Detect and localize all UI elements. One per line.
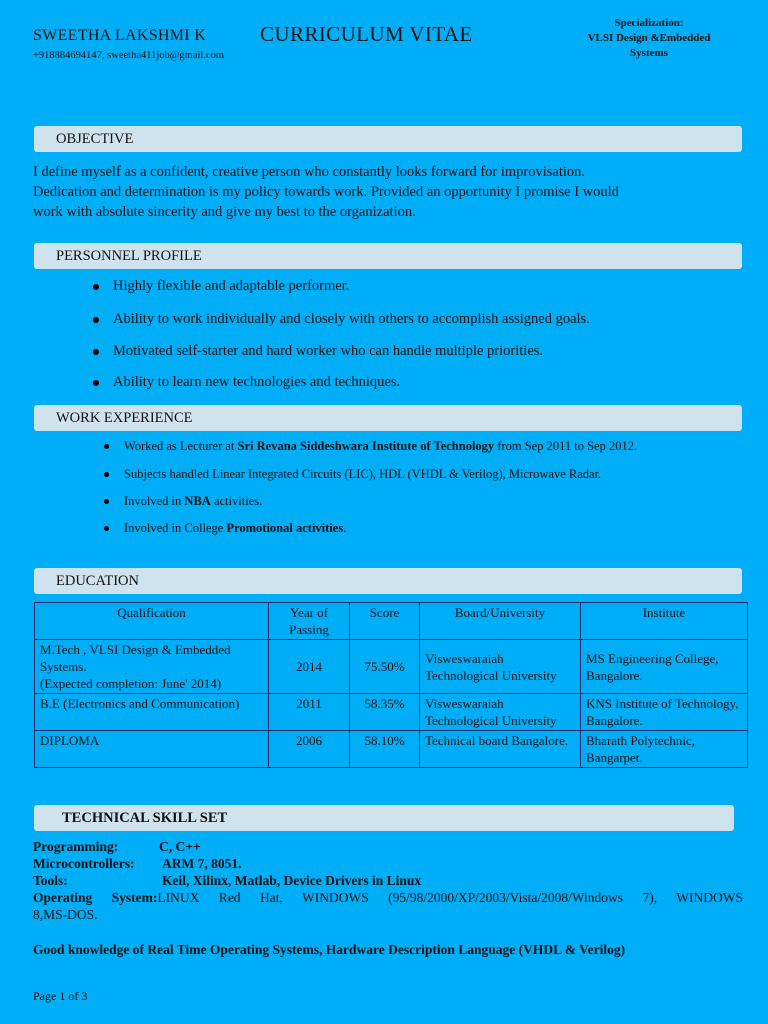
qualification-cell — [35, 640, 269, 694]
bullet-icon — [104, 499, 109, 504]
skill-value: Keil, Xilinx, Matlab, Device Drivers in Linux — [162, 873, 422, 888]
skill-row-tools — [33, 872, 743, 889]
skill-value: LINUX Red Hat, WINDOWS (95/98/2000/XP/2003/Vista/2008/Windows 7), WINDOWS — [157, 890, 743, 905]
bullet-icon — [93, 349, 99, 355]
objective-text — [33, 162, 748, 222]
table-row — [35, 640, 748, 694]
profile-item: Motivated self-starter and hard worker who can handle multiple priorities. — [113, 343, 544, 359]
skill-value: ARM 7, 8051. — [162, 856, 242, 871]
bullet-icon — [93, 380, 99, 386]
experience-text: Involved in — [124, 494, 185, 508]
specialization-block — [560, 16, 738, 61]
skill-row-programming — [33, 838, 743, 855]
experience-text: Involved in College — [124, 521, 227, 535]
experience-text: activities. — [210, 494, 263, 508]
profile-heading: PERSONNEL PROFILE — [34, 243, 742, 269]
qualification-cell: B.E (Electronics and Communication) — [35, 694, 269, 731]
bullet-icon — [104, 444, 109, 449]
education-table — [34, 602, 748, 768]
table-row — [35, 731, 748, 768]
institute-cell: Bharath Polytechnic, Bangarpet. — [581, 731, 748, 768]
experience-text: . — [343, 521, 347, 535]
board-cell: Technical board Bangalore. — [420, 731, 581, 768]
experience-bold: Promotional activities — [226, 521, 344, 535]
skills-block — [33, 838, 743, 958]
bullet-icon — [104, 526, 109, 531]
bullet-icon — [93, 317, 99, 323]
year-cell: 2006 — [269, 731, 350, 768]
experience-item — [124, 521, 346, 536]
profile-item: Ability to learn new technologies and techniques. — [113, 374, 401, 390]
qualification-line: (Expected completion: June' 2014) — [40, 676, 222, 691]
skill-label: Tools: — [33, 873, 68, 888]
bullet-icon — [93, 284, 99, 290]
skill-label: Programming: — [33, 839, 119, 854]
column-header: Score — [350, 603, 420, 640]
column-header: Qualification — [35, 603, 269, 640]
experience-heading: WORK EXPERIENCE — [34, 405, 742, 431]
skill-label: Microcontrollers: — [33, 856, 135, 871]
skill-row-microcontrollers — [33, 855, 743, 872]
score-cell: 75.50% — [350, 640, 420, 694]
skill-label: Operating System: — [33, 890, 158, 905]
score-cell: 58.35% — [350, 694, 420, 731]
table-row — [35, 694, 748, 731]
college-name: Sri Revana Siddeshwara Institute of Technology — [237, 439, 495, 453]
skills-heading-text: TECHNICAL SKILL SET — [62, 810, 228, 826]
experience-item — [124, 439, 637, 454]
skills-heading — [34, 805, 734, 831]
score-cell: 58.10% — [350, 731, 420, 768]
candidate-name: SWEETHA LAKSHMI K — [33, 27, 207, 44]
document-title: CURRICULUM VITAE — [260, 22, 473, 46]
experience-text: from Sep 2011 to Sep 2012. — [494, 439, 638, 453]
experience-bold: NBA — [184, 494, 211, 508]
objective-line-2: Dedication and determination is my policy towards work. Provided an opportunity I promise I would — [33, 184, 619, 200]
column-header: Board/University — [420, 603, 581, 640]
column-header: Year of Passing — [269, 603, 350, 640]
board-cell: Visweswaraiah Technological University — [420, 640, 581, 694]
qualification-line: M.Tech , VLSI Design & Embedded — [40, 642, 231, 657]
experience-item — [124, 494, 262, 509]
year-cell: 2014 — [269, 640, 350, 694]
experience-item: Subjects handled Linear Integrated Circuits (LIC), HDL (VHDL & Verilog), Microwave Radar. — [124, 467, 602, 481]
specialization-line-1: VLSI Design &Embedded — [587, 32, 711, 44]
contact-info: +918884694147, sweetha411job@gmail.com — [33, 50, 225, 61]
experience-text: Worked as Lecturer at — [124, 439, 238, 453]
year-cell: 2011 — [269, 694, 350, 731]
bullet-icon — [104, 472, 109, 477]
profile-item: Ability to work individually and closely with others to accomplish assigned goals. — [113, 311, 590, 327]
objective-line-3: work with absolute sincerity and give my best to the organization. — [33, 204, 416, 220]
specialization-line-2: Systems — [630, 47, 668, 59]
knowledge-line: Good knowledge of Real Time Operating Systems, Hardware Description Language (VHDL & Verilog) — [33, 942, 626, 957]
page-number: Page 1 of 3 — [33, 989, 88, 1003]
column-header: Institute — [581, 603, 748, 640]
qualification-line: Systems. — [40, 659, 87, 674]
skill-row-os-cont: 8,MS-DOS. — [33, 907, 98, 922]
institute-cell: KNS Institute of Technology, Bangalore. — [581, 694, 748, 731]
education-heading: EDUCATION — [34, 568, 742, 594]
objective-line-1: I define myself as a confident, creative person who constantly looks forward for improvisation. — [33, 164, 586, 180]
qualification-cell: DIPLOMA — [35, 731, 269, 768]
table-header-row — [35, 603, 748, 640]
profile-item: Highly flexible and adaptable performer. — [113, 278, 350, 294]
skill-value: C, C++ — [159, 839, 201, 854]
objective-heading: OBJECTIVE — [34, 126, 742, 152]
skill-row-os — [33, 889, 743, 906]
board-cell: Visweswaraiah Technological University — [420, 694, 581, 731]
specialization-label: Specialization: — [614, 17, 684, 29]
institute-cell: MS Engineering College, Bangalore. — [581, 640, 748, 694]
